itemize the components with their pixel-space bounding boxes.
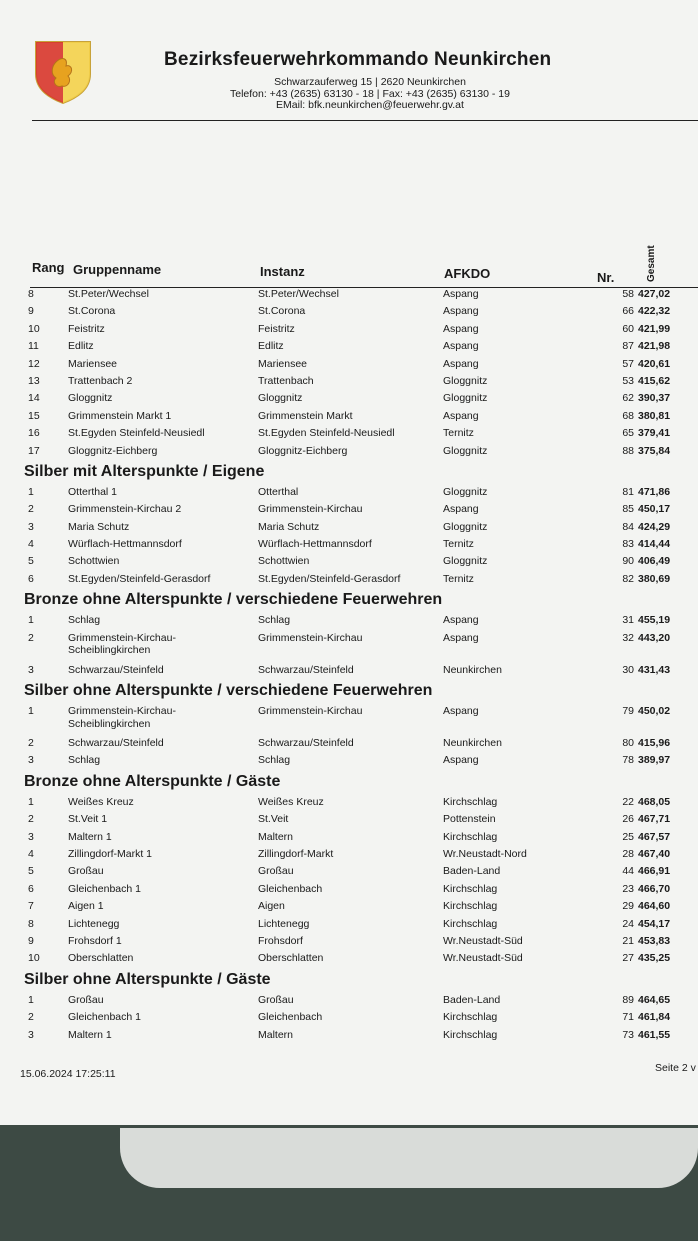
cell-nr: 22 — [622, 795, 634, 808]
cell-afkdo: Wr.Neustadt-Süd — [443, 952, 523, 965]
cell-afkdo: Kirchschlag — [443, 882, 498, 895]
table-row — [0, 916, 698, 933]
cell-nr: 25 — [622, 830, 634, 843]
table-row — [0, 630, 698, 662]
cell-name: Zillingdorf-Markt 1 — [68, 847, 153, 860]
cell-name: Großau — [68, 865, 104, 878]
table-row — [0, 735, 698, 752]
cell-afkdo: Baden-Land — [443, 865, 501, 878]
cell-instanz: St.Corona — [258, 305, 306, 318]
cell-afkdo: Aspang — [443, 357, 479, 370]
table-row — [0, 933, 698, 950]
cell-nr: 21 — [622, 934, 634, 947]
page-title: Bezirksfeuerwehrkommando Neunkirchen — [164, 49, 552, 70]
table-row — [0, 571, 698, 588]
cell-name: Maltern 1 — [68, 830, 112, 843]
cell-gesamt: 467,57 — [638, 830, 671, 843]
results-table — [0, 286, 698, 1044]
cell-rang: 2 — [28, 631, 34, 644]
cell-instanz: Schlag — [258, 614, 291, 627]
cell-nr: 80 — [622, 737, 634, 750]
cell-afkdo: Aspang — [443, 288, 479, 300]
cell-afkdo: Aspang — [443, 305, 479, 318]
table-row — [0, 846, 698, 863]
cell-gesamt: 468,05 — [638, 795, 671, 808]
cell-nr: 65 — [622, 427, 634, 440]
cell-name: Maria Schutz — [68, 520, 130, 533]
cell-afkdo: Gloggnitz — [443, 520, 488, 533]
cell-name: St.Egyden Steinfeld-Neusiedl — [68, 427, 205, 440]
table-row — [0, 898, 698, 915]
cell-instanz: Großau — [258, 993, 294, 1006]
table-row — [0, 553, 698, 570]
cell-name: Gleichenbach 1 — [68, 882, 141, 895]
cell-rang: 3 — [28, 830, 34, 843]
cell-rang: 16 — [28, 427, 40, 440]
table-row — [0, 752, 698, 769]
cell-rang: 1 — [28, 485, 34, 498]
cell-nr: 26 — [622, 813, 634, 826]
cell-instanz: Schlag — [258, 754, 291, 767]
cell-instanz: Schottwien — [258, 555, 310, 568]
table-row — [0, 794, 698, 811]
cell-gesamt: 421,98 — [638, 340, 671, 353]
cell-afkdo: Gloggnitz — [443, 485, 488, 498]
cell-gesamt: 467,71 — [638, 813, 671, 826]
table-row — [0, 408, 698, 425]
cell-rang: 3 — [28, 1028, 34, 1041]
cell-nr: 78 — [622, 754, 634, 767]
cell-nr: 29 — [622, 900, 634, 913]
cell-afkdo: Kirchschlag — [443, 830, 498, 843]
fire-brigade-logo-icon — [34, 40, 92, 104]
cell-nr: 89 — [622, 993, 634, 1006]
cell-rang: 1 — [28, 993, 34, 1006]
cell-nr: 31 — [622, 614, 634, 627]
cell-gesamt: 466,91 — [638, 865, 671, 878]
cell-name: Lichtenegg — [68, 917, 120, 930]
cell-gesamt: 375,84 — [638, 444, 671, 457]
table-row — [0, 863, 698, 880]
cell-gesamt: 415,62 — [638, 374, 671, 387]
table-row — [0, 811, 698, 828]
cell-afkdo: Kirchschlag — [443, 1028, 498, 1041]
cell-instanz: Frohsdorf — [258, 934, 303, 947]
cell-name: Würflach-Hettmannsdorf — [68, 538, 182, 551]
table-row — [0, 662, 698, 679]
cell-rang: 1 — [28, 795, 34, 808]
cell-instanz: Trattenbach — [258, 374, 314, 387]
cell-gesamt: 450,17 — [638, 503, 671, 516]
cell-nr: 79 — [622, 705, 634, 718]
cell-nr: 83 — [622, 538, 634, 551]
cell-name: Mariensee — [68, 357, 118, 370]
cell-rang: 6 — [28, 882, 34, 895]
cell-rang: 9 — [28, 934, 34, 947]
cell-rang: 15 — [28, 409, 40, 422]
cell-instanz: Gleichenbach — [258, 1011, 323, 1024]
cell-instanz: Mariensee — [258, 357, 308, 370]
header-divider — [32, 120, 698, 121]
cell-instanz: St.Egyden/Steinfeld-Gerasdorf — [258, 572, 401, 585]
col-header-name: Gruppenname — [73, 262, 162, 277]
table-row — [0, 373, 698, 390]
cell-instanz: St.Veit — [258, 813, 289, 826]
cell-gesamt: 424,29 — [638, 520, 671, 533]
cell-rang: 3 — [28, 520, 34, 533]
cell-afkdo: Aspang — [443, 614, 479, 627]
cell-afkdo: Baden-Land — [443, 993, 501, 1006]
print-timestamp: 15.06.2024 17:25:11 — [20, 1068, 116, 1080]
cell-gesamt: 431,43 — [638, 663, 671, 676]
cell-afkdo: Aspang — [443, 503, 479, 516]
cell-afkdo: Gloggnitz — [443, 392, 488, 405]
cell-instanz: Maria Schutz — [258, 520, 320, 533]
table-row — [0, 950, 698, 967]
cell-afkdo: Aspang — [443, 631, 479, 644]
cell-name: Weißes Kreuz — [68, 795, 134, 808]
cell-gesamt: 427,02 — [638, 288, 671, 300]
cell-afkdo: Aspang — [443, 340, 479, 353]
cell-gesamt: 461,84 — [638, 1011, 671, 1024]
address-line: Schwarzauferweg 15 | 2620 Neunkirchen — [274, 76, 466, 88]
section-heading: Bronze ohne Alterspunkte / Gäste — [24, 772, 281, 790]
cell-rang: 12 — [28, 357, 40, 370]
cell-afkdo: Kirchschlag — [443, 795, 498, 808]
cell-nr: 85 — [622, 503, 634, 516]
cell-afkdo: Gloggnitz — [443, 374, 488, 387]
cell-nr: 81 — [622, 485, 634, 498]
section-heading: Silber ohne Alterspunkte / verschiedene Feuerwehren — [24, 682, 433, 700]
cell-gesamt: 380,69 — [638, 572, 671, 585]
cell-name: Trattenbach 2 — [68, 374, 133, 387]
cell-gesamt: 435,25 — [638, 952, 671, 965]
cell-name: St.Egyden/Steinfeld-Gerasdorf — [68, 572, 211, 585]
cell-gesamt: 464,65 — [638, 993, 671, 1006]
cell-name: St.Peter/Wechsel — [68, 288, 149, 300]
cell-rang: 13 — [28, 374, 40, 387]
cell-instanz: Lichtenegg — [258, 917, 310, 930]
cell-name: Schottwien — [68, 555, 120, 568]
cell-name: Grimmenstein-Kirchau-Scheiblingkirchen — [68, 631, 176, 657]
cell-nr: 62 — [622, 392, 634, 405]
email-line: EMail: bfk.neunkirchen@feuerwehr.gv.at — [276, 99, 464, 111]
cell-afkdo: Wr.Neustadt-Nord — [443, 847, 527, 860]
cell-nr: 68 — [622, 409, 634, 422]
table-row — [0, 390, 698, 407]
table-row — [0, 519, 698, 536]
cell-nr: 23 — [622, 882, 634, 895]
cell-instanz: Weißes Kreuz — [258, 795, 324, 808]
cell-afkdo: Aspang — [443, 322, 479, 335]
cell-rang: 1 — [28, 614, 34, 627]
cell-rang: 4 — [28, 847, 34, 860]
cell-gesamt: 464,60 — [638, 900, 671, 913]
cell-nr: 58 — [622, 288, 634, 300]
table-row — [0, 443, 698, 460]
cell-instanz: Gloggnitz — [258, 392, 303, 405]
table-row — [0, 338, 698, 355]
cell-rang: 17 — [28, 444, 40, 457]
cell-nr: 60 — [622, 322, 634, 335]
cell-gesamt: 421,99 — [638, 322, 671, 335]
cell-nr: 53 — [622, 374, 634, 387]
cell-name: Edlitz — [68, 340, 94, 353]
cell-afkdo: Ternitz — [443, 538, 474, 551]
table-row — [0, 1027, 698, 1044]
table-row — [0, 484, 698, 501]
cell-nr: 30 — [622, 663, 634, 676]
cell-instanz: Grimmenstein-Kirchau — [258, 705, 363, 718]
cell-gesamt: 450,02 — [638, 705, 671, 718]
table-row — [0, 321, 698, 338]
cell-instanz: Schwarzau/Steinfeld — [258, 663, 354, 676]
cell-rang: 9 — [28, 305, 34, 318]
cell-name: Schlag — [68, 614, 101, 627]
cell-gesamt: 455,19 — [638, 614, 671, 627]
cell-instanz: Maltern — [258, 830, 294, 843]
cell-nr: 73 — [622, 1028, 634, 1041]
background-plate — [120, 1128, 698, 1188]
cell-afkdo: Neunkirchen — [443, 737, 502, 750]
cell-nr: 28 — [622, 847, 634, 860]
table-row — [0, 501, 698, 518]
table-row — [0, 829, 698, 846]
cell-gesamt: 380,81 — [638, 409, 671, 422]
cell-name: St.Veit 1 — [68, 813, 108, 826]
cell-nr: 71 — [622, 1011, 634, 1024]
cell-instanz: St.Peter/Wechsel — [258, 288, 339, 300]
cell-gesamt: 471,86 — [638, 485, 671, 498]
cell-name: Schlag — [68, 754, 101, 767]
page-number: Seite 2 v — [655, 1062, 696, 1074]
table-row — [0, 881, 698, 898]
cell-afkdo: Ternitz — [443, 572, 474, 585]
cell-rang: 5 — [28, 555, 34, 568]
col-header-afkdo: AFKDO — [444, 266, 491, 281]
cell-nr: 57 — [622, 357, 634, 370]
cell-gesamt: 461,55 — [638, 1028, 671, 1041]
cell-afkdo: Kirchschlag — [443, 917, 498, 930]
section-heading: Bronze ohne Alterspunkte / verschiedene Feuerwehren — [24, 591, 443, 609]
table-row — [0, 425, 698, 442]
cell-afkdo: Wr.Neustadt-Süd — [443, 934, 523, 947]
cell-instanz: Großau — [258, 865, 294, 878]
cell-gesamt: 422,32 — [638, 305, 671, 318]
cell-rang: 6 — [28, 572, 34, 585]
cell-rang: 3 — [28, 754, 34, 767]
section-heading: Silber ohne Alterspunkte / Gäste — [24, 970, 271, 988]
cell-rang: 2 — [28, 503, 34, 516]
cell-name: Schwarzau/Steinfeld — [68, 663, 164, 676]
cell-instanz: Schwarzau/Steinfeld — [258, 737, 354, 750]
col-header-gesamt: Gesamt — [646, 245, 657, 282]
cell-gesamt: 420,61 — [638, 357, 671, 370]
cell-name: Grimmenstein-Kirchau-Scheiblingkirchen — [68, 705, 176, 730]
cell-name: Gloggnitz — [68, 392, 113, 405]
cell-name: Schwarzau/Steinfeld — [68, 737, 164, 750]
cell-instanz: St.Egyden Steinfeld-Neusiedl — [258, 427, 395, 440]
cell-gesamt: 454,17 — [638, 917, 671, 930]
cell-name: Grimmenstein Markt 1 — [68, 409, 172, 422]
cell-instanz: Gleichenbach — [258, 882, 323, 895]
cell-afkdo: Gloggnitz — [443, 555, 488, 568]
cell-name: Gleichenbach 1 — [68, 1011, 141, 1024]
cell-rang: 1 — [28, 705, 34, 718]
cell-instanz: Feistritz — [258, 322, 295, 335]
cell-instanz: Otterthal — [258, 485, 299, 498]
cell-gesamt: 414,44 — [638, 538, 671, 551]
cell-instanz: Aigen — [258, 900, 285, 913]
cell-afkdo: Aspang — [443, 754, 479, 767]
cell-gesamt: 466,70 — [638, 882, 671, 895]
cell-afkdo: Aspang — [443, 705, 479, 718]
cell-rang: 2 — [28, 1011, 34, 1024]
cell-instanz: Würflach-Hettmannsdorf — [258, 538, 372, 551]
cell-instanz: Grimmenstein-Kirchau — [258, 631, 363, 644]
cell-rang: 5 — [28, 865, 34, 878]
cell-nr: 32 — [622, 631, 634, 644]
table-row — [0, 356, 698, 373]
cell-gesamt: 379,41 — [638, 427, 671, 440]
cell-gesamt: 406,49 — [638, 555, 671, 568]
cell-gesamt: 453,83 — [638, 934, 671, 947]
cell-rang: 8 — [28, 288, 34, 300]
cell-rang: 2 — [28, 813, 34, 826]
cell-rang: 10 — [28, 952, 40, 965]
col-header-nr: Nr. — [597, 270, 615, 285]
cell-rang: 4 — [28, 538, 34, 551]
cell-instanz: Edlitz — [258, 340, 284, 353]
table-row — [0, 536, 698, 553]
cell-nr: 24 — [622, 917, 634, 930]
cell-name: Otterthal 1 — [68, 485, 118, 498]
cell-name: Oberschlatten — [68, 952, 134, 965]
cell-rang: 11 — [28, 340, 39, 353]
cell-nr: 82 — [622, 572, 634, 585]
cell-gesamt: 443,20 — [638, 631, 671, 644]
col-header-rang: Rang — [32, 260, 65, 275]
cell-instanz: Grimmenstein Markt — [258, 409, 353, 422]
cell-name: Aigen 1 — [68, 900, 104, 913]
cell-rang: 14 — [28, 392, 40, 405]
cell-rang: 2 — [28, 737, 34, 750]
cell-afkdo: Ternitz — [443, 427, 474, 440]
phone-line: Telefon: +43 (2635) 63130 - 18 | Fax: +43 (2635) 63130 - 19 — [229, 88, 510, 100]
cell-name: Feistritz — [68, 322, 105, 335]
cell-name: Frohsdorf 1 — [68, 934, 122, 947]
cell-nr: 44 — [622, 865, 634, 878]
cell-instanz: Maltern — [258, 1028, 294, 1041]
cell-nr: 84 — [622, 520, 634, 533]
cell-nr: 90 — [622, 555, 634, 568]
cell-afkdo: Aspang — [443, 409, 479, 422]
cell-rang: 8 — [28, 917, 34, 930]
table-row — [0, 612, 698, 629]
table-row — [0, 286, 698, 303]
cell-name: Gloggnitz-Eichberg — [68, 444, 158, 457]
cell-gesamt: 467,40 — [638, 847, 671, 860]
cell-name: Maltern 1 — [68, 1028, 112, 1041]
cell-afkdo: Gloggnitz — [443, 444, 488, 457]
cell-afkdo: Kirchschlag — [443, 1011, 498, 1024]
cell-instanz: Zillingdorf-Markt — [258, 847, 334, 860]
table-row — [0, 703, 698, 735]
cell-gesamt: 389,97 — [638, 754, 671, 767]
cell-instanz: Grimmenstein-Kirchau — [258, 503, 363, 516]
table-row — [0, 303, 698, 320]
cell-nr: 87 — [622, 340, 634, 353]
cell-name: St.Corona — [68, 305, 116, 318]
section-heading: Silber mit Alterspunkte / Eigene — [24, 462, 265, 480]
cell-nr: 27 — [622, 952, 634, 965]
cell-instanz: Gloggnitz-Eichberg — [258, 444, 348, 457]
cell-gesamt: 390,37 — [638, 392, 671, 405]
col-header-instanz: Instanz — [260, 264, 305, 279]
cell-nr: 88 — [622, 444, 634, 457]
cell-nr: 66 — [622, 305, 634, 318]
cell-rang: 10 — [28, 322, 40, 335]
cell-afkdo: Neunkirchen — [443, 663, 502, 676]
cell-gesamt: 415,96 — [638, 737, 671, 750]
cell-rang: 7 — [28, 900, 34, 913]
cell-afkdo: Kirchschlag — [443, 900, 498, 913]
cell-afkdo: Pottenstein — [443, 813, 496, 826]
cell-instanz: Oberschlatten — [258, 952, 324, 965]
cell-name: Grimmenstein-Kirchau 2 — [68, 503, 182, 516]
table-row — [0, 992, 698, 1009]
cell-name: Großau — [68, 993, 104, 1006]
cell-rang: 3 — [28, 663, 34, 676]
table-row — [0, 1009, 698, 1026]
